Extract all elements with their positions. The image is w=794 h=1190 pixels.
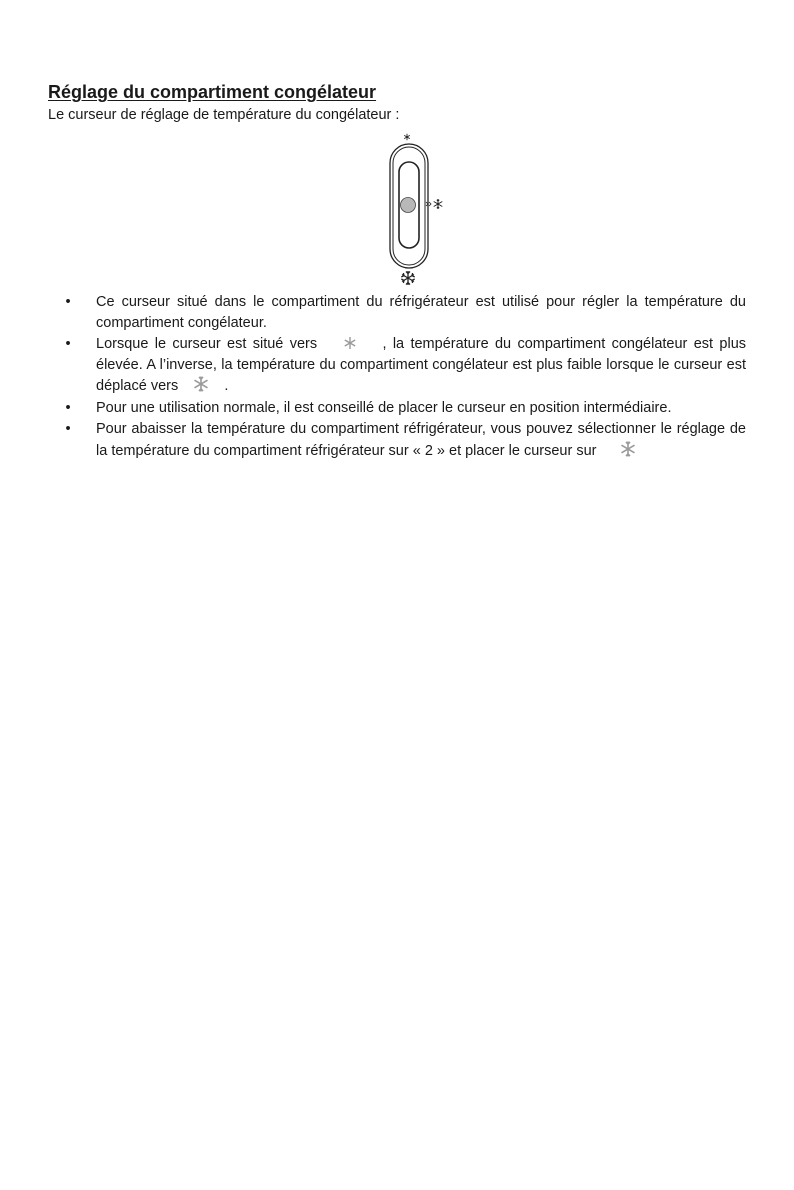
bullet-text: Pour une utilisation normale, il est conseillé de placer le curseur en position intermédiaire. (96, 399, 672, 416)
medium-snowflake-icon (434, 199, 443, 209)
list-item (62, 419, 746, 461)
large-snowflake-icon (619, 440, 637, 458)
bullet-text-after: . (224, 378, 229, 394)
medium-snowflake-icon (342, 335, 358, 351)
bullet-text: Ce curseur situé dans le compartiment du réfrigérateur est utilisé pour régler la température du compartiment congélateur. (96, 294, 746, 331)
instructions-list (62, 292, 746, 462)
section-intro: Le curseur de réglage de température du congélateur : (48, 107, 400, 123)
section-title: Réglage du compartiment congélateur (48, 82, 377, 102)
bullet-dot: • (65, 336, 71, 352)
small-snowflake-icon (404, 134, 410, 140)
slider-knob (401, 198, 416, 213)
bullet-text-before: Pour abaisser la température du compartiment réfrigérateur, vous pouvez sélectionner le réglage de la température du compartiment réfrigérateur sur « 2 » et placer le curseur sur (96, 421, 746, 459)
bullet-text-before: Lorsque le curseur est situé vers (96, 336, 318, 352)
bullet-dot: • (65, 421, 71, 437)
list-item (62, 398, 746, 419)
large-snowflake-icon (192, 375, 210, 393)
bullet-dot: • (65, 294, 71, 310)
bullet-dot: • (65, 399, 71, 416)
freezer-slider-diagram (370, 128, 460, 288)
list-item (62, 334, 746, 397)
bullet-text-middle: , la température du compartiment congélateur est plus élevée. A l’inverse, la température du compartiment congélateur est plus faible lorsque le curseur est déplacé vers (96, 336, 747, 394)
large-snowflake-icon (401, 271, 414, 285)
list-item (62, 292, 746, 333)
